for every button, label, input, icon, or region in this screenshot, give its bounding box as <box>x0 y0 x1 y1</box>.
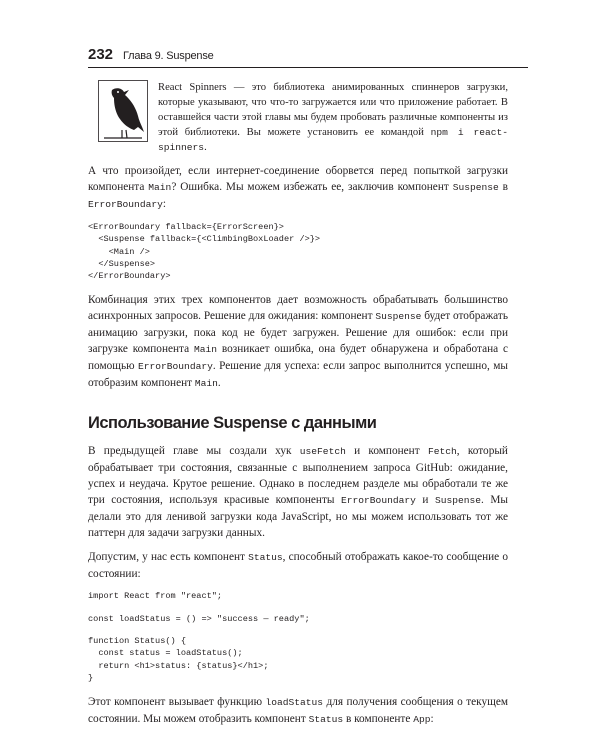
paragraph-4 <box>88 549 508 582</box>
inline-code: useFetch <box>299 446 346 458</box>
text-run: Комбинация этих трех компонентов дает возможность обрабатывать большинство асинхронных запросов. Решение для ожидания: компонент <box>88 294 508 323</box>
paragraph-3 <box>88 443 508 541</box>
inline-code: npm i react-spinners <box>158 127 509 153</box>
text-run: Этот компонент вызывает функцию <box>88 696 266 709</box>
text-run: . <box>204 142 207 153</box>
inline-code: ErrorBoundary <box>138 361 213 373</box>
paragraph-2 <box>88 292 508 392</box>
text-run: возникает ошибка, она будет обнаружена и обработана с помощью <box>88 343 508 373</box>
text-run: будет отображать анимацию загрузки, пока код не будет загружен. Решение для ошибок: если при загрузке компонента <box>88 310 508 356</box>
inline-code: loadStatus <box>265 697 324 709</box>
text-run: В предыдущей главе мы создали хук <box>88 445 300 458</box>
text-run: : <box>162 198 166 210</box>
code-block-load-status: const loadStatus = () => "success — ready"; <box>88 613 310 624</box>
text-run: и компонент <box>345 445 428 458</box>
text-run: в <box>498 181 508 193</box>
inline-code: Fetch <box>427 446 457 458</box>
text-run: . <box>217 377 221 390</box>
text-run: : <box>430 713 434 726</box>
page-body <box>88 80 508 736</box>
paragraph-5 <box>88 694 508 728</box>
section-heading: Использование Suspense с данными <box>88 414 377 433</box>
inline-code: Suspense <box>452 182 499 193</box>
inline-code: App <box>413 714 431 726</box>
inline-code: ErrorBoundary <box>88 199 163 210</box>
text-run: . Мы делали это для ленивой загрузки кода JavaScript, но мы можем использовать тот же паттерн для задачи загрузки данных. <box>88 494 508 540</box>
text-run: , способный отображать какое-то сообщение о состоянии: <box>88 551 508 581</box>
text-run: для получения сообщения о текущем состоянии. Мы можем отобразить компонент <box>88 696 508 726</box>
text-run: React Spinners — это библиотека анимированных спиннеров загрузки, которые указывают, что что-то загружается или что приложение работает. В оставшейся части этой главы мы будем пробовать различные компоненты из этой библиотеки. Вы можете установить ее командой <box>158 82 508 138</box>
text-run: , который обрабатывает три состояния, связанные с выполнением запроса GitHub: ожидание, успех и неудача. Крутое решение. Однако в последнем разделе мы обработали те же три состояния, используя красивые компоненты <box>88 445 508 507</box>
running-header <box>88 46 528 68</box>
text-run: Допустим, у нас есть компонент <box>88 551 249 564</box>
inline-code: Suspense <box>375 311 422 323</box>
paragraph-1 <box>88 163 508 213</box>
inline-code: ErrorBoundary <box>341 495 416 507</box>
text-run: ? Ошибка. Мы можем избежать ее, заключив компонент <box>171 181 453 193</box>
raven-icon <box>98 80 148 142</box>
code-block-error-boundary: <ErrorBoundary fallback={ErrorScreen}> <Suspense fallback={<ClimbingBoxLoader />}> <Main /> </Suspense> </ErrorBoundary> <box>88 222 321 282</box>
text-run: А что произойдет, если интернет-соединение оборвется перед попыткой загрузки компонента <box>88 165 508 193</box>
text-run: и <box>415 494 435 507</box>
inline-code: Main <box>148 182 172 193</box>
code-block-import: import React from "react"; <box>88 591 223 602</box>
inline-code: Suspense <box>434 495 482 507</box>
chapter-title: Глава 9. Suspense <box>123 50 214 62</box>
inline-code: Main <box>193 344 218 356</box>
inline-code: Main <box>194 378 218 390</box>
note-box <box>98 80 508 155</box>
inline-code: Status <box>248 552 283 564</box>
text-run: в компоненте <box>343 713 414 726</box>
code-block-status-function: function Status() { const status = loadStatus(); return <h1>status: {status}</h1>; } <box>88 636 269 683</box>
note-text <box>158 80 508 155</box>
page-number: 232 <box>88 46 114 63</box>
text-run: . Решение для успеха: если запрос выполнится успешно, мы отобразим компонент <box>88 360 508 390</box>
inline-code: Status <box>308 714 344 726</box>
